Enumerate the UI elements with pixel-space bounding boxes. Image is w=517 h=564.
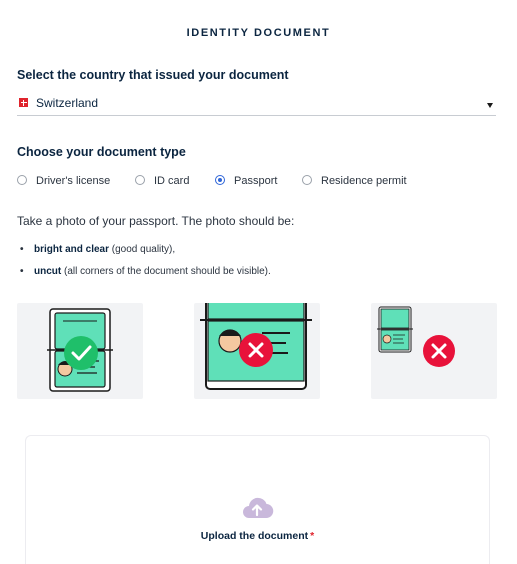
requirement-bold: bright and clear [34,244,110,255]
bullet: • [20,266,24,277]
country-select[interactable] [17,95,496,116]
radio-label: Residence permit [321,175,407,187]
passport-small-icon [371,303,497,399]
bullet: • [20,244,24,255]
requirement-rest: (good quality), [109,244,176,255]
upload-label [26,530,489,542]
requirement-item [20,244,175,255]
checkmark-icon [64,336,98,370]
requirement-rest: (all corners of the document should be visible). [61,266,271,277]
radio-circle-checked [215,175,225,185]
error-x-icon [239,333,273,367]
passport-correct-icon [17,303,143,399]
doc-type-radio-group [17,174,497,190]
passport-cropped-icon [194,303,320,399]
chevron-down-icon [487,103,493,108]
radio-label: Driver's license [36,175,111,187]
requirement-item [20,266,271,277]
error-x-icon [423,335,455,367]
switzerland-flag-icon [19,98,28,107]
requirement-bold: uncut [34,266,62,277]
upload-label-text: Upload the document [200,530,309,542]
example-cropped-card [194,303,320,399]
required-mark: * [310,530,315,542]
country-selected-value: Switzerland [36,96,99,110]
country-section-label: Select the country that issued your document [17,68,289,82]
radio-circle [17,175,27,185]
photo-instruction: Take a photo of your passport. The photo should be: [17,214,295,228]
example-correct-card [17,303,143,399]
example-small-card [371,303,497,399]
radio-label: Passport [234,175,278,187]
doc-type-section-label: Choose your document type [17,145,186,159]
radio-circle [302,175,312,185]
upload-dropzone[interactable] [25,435,490,564]
radio-label: ID card [154,175,190,187]
page-title: IDENTITY DOCUMENT [186,27,331,39]
cloud-upload-icon [240,494,274,520]
radio-circle [135,175,145,185]
